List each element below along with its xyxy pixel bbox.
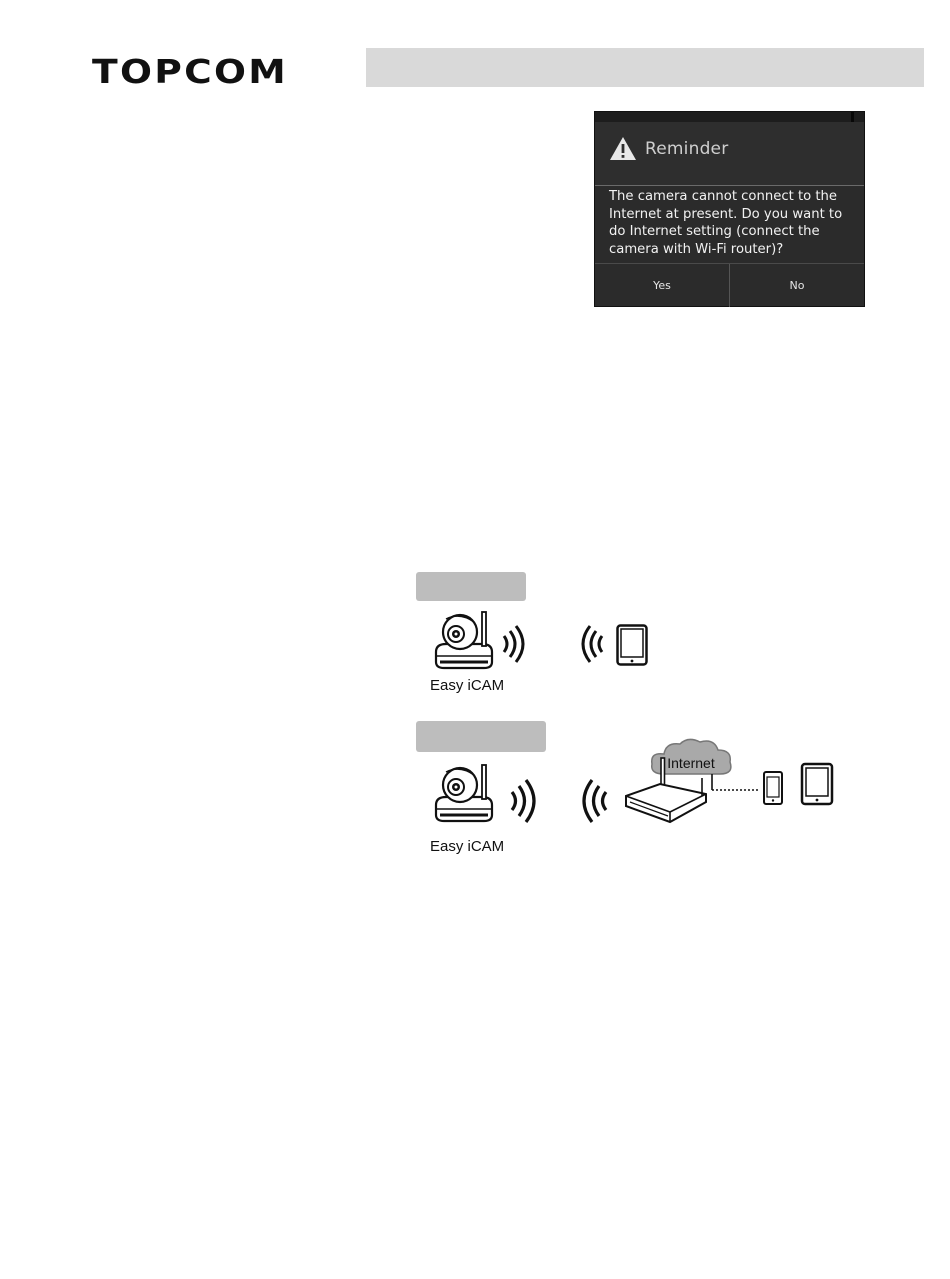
no-button[interactable]: No (789, 279, 805, 292)
camera-label-2: Easy iCAM (430, 838, 505, 855)
smartphone-icon (764, 772, 782, 804)
wifi-signal-in-icon-2 (578, 778, 610, 824)
camera-icon (430, 610, 500, 672)
reminder-dialog (594, 111, 865, 307)
internet-label: Internet (667, 755, 715, 771)
dialog-top-strip (595, 112, 864, 122)
warning-icon (609, 136, 637, 161)
svg-text:TOPCOM: TOPCOM (92, 54, 288, 88)
wifi-signal-in-icon (580, 624, 606, 664)
wifi-signal-out-icon (500, 624, 526, 664)
wifi-signal-out-icon-2 (508, 778, 540, 824)
dialog-message: The camera cannot connect to the Internet at present. Do you want to do Internet setting (connect the camera with Wi-Fi router)? (609, 189, 843, 257)
dialog-button-row (595, 263, 864, 307)
yes-button[interactable]: Yes (595, 264, 730, 307)
dialog-title: Reminder (645, 139, 729, 159)
tablet-icon-2 (802, 764, 832, 804)
camera-icon-2 (430, 763, 500, 825)
topcom-logo (92, 54, 290, 88)
camera-label-1: Easy iCAM (430, 677, 505, 694)
direct-mode-label (416, 572, 526, 601)
tablet-icon (616, 624, 648, 666)
header-bar (366, 48, 924, 87)
network-diagram (620, 736, 842, 828)
internet-mode-label (416, 721, 546, 752)
